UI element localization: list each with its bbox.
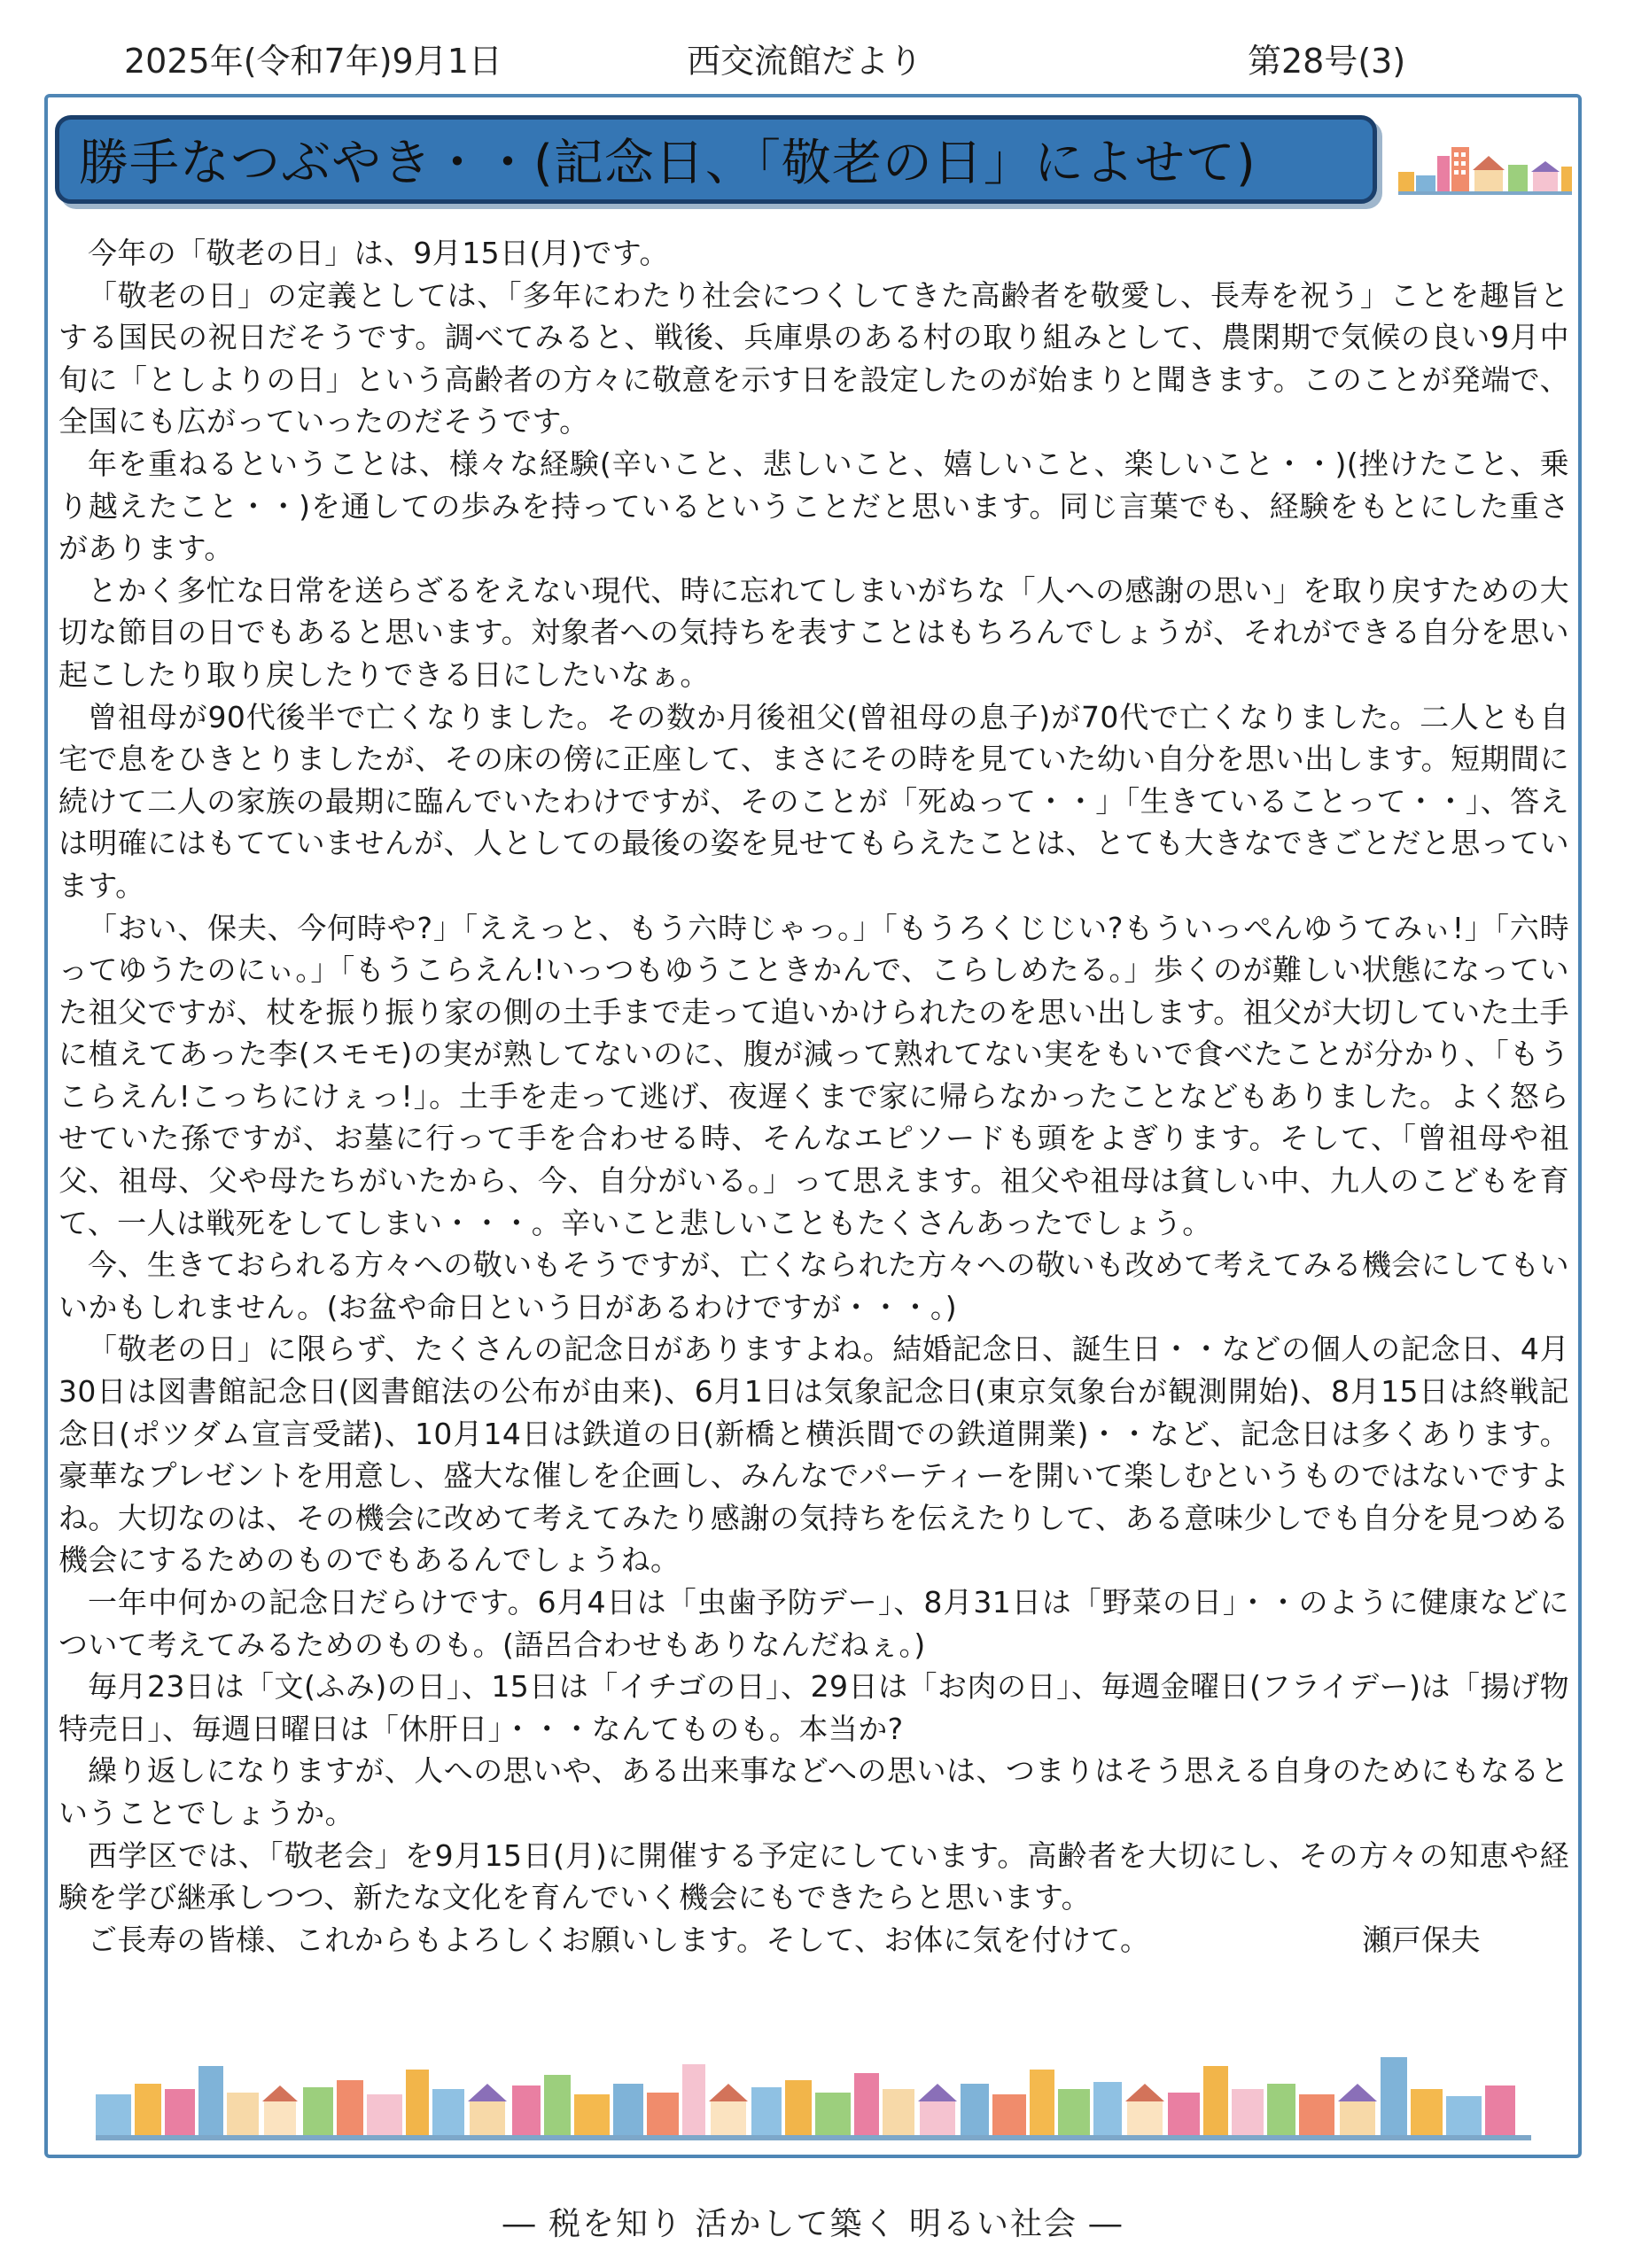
article-title: 勝手なつぶやき・・(記念日、「敬老の日」によせて) — [79, 135, 1256, 192]
paragraph: 今年の「敬老の日」は、9月15日(月)です。 — [88, 236, 669, 270]
paragraph: 毎月23日は「文(ふみ)の日」、15日は「イチゴの日」、29日は「お肉の日」、毎週金曜日(フライデー)は「揚げ物特売日」、毎週日曜日は「休肝日」・・・なんてものも。本当か? — [58, 1669, 1569, 1746]
page-header — [0, 34, 1626, 87]
issue-date: 2025年(令和7年)9月1日 — [124, 42, 502, 81]
paragraph: 曾祖母が90代後半で亡くなりました。その数か月後祖父(曾祖母の息子)が70代で亡くなりました。二人とも自宅で息をひきとりましたが、その床の傍に正座して、まさにその時を見ていた幼い自分を思い出します。短期間に続けて二人の家族の最期に臨んでいたわけですが、そのことが「死ぬって・・」「生きていることって・・」、答えは明確にはもてていませんが、人としての最後の姿を見せてもらえたことは、とても大きなできごとだと思っています。 — [58, 699, 1569, 903]
slogan: ― 税を知り 活かして築く 明るい社会 ― — [502, 2206, 1124, 2242]
author-name: 瀬戸保夫 — [1362, 1922, 1481, 1957]
paragraph: 「おい、保夫、今何時や?」「ええっと、もう六時じゃっ。」「もうろくじじい?もういっぺんゆうてみぃ!」「六時ってゆうたのにぃ。」「もうこらえん!いっつもゆうこときかんで、こらしめたる。」歩くのが難しい状態になっていた祖父ですが、杖を振り振り家の側の土手まで走って追いかけられたのを思い出します。祖父が大切していた土手に植えてあった李(スモモ)の実が熟してないのに、腹が減って熟れてない実をもいで食べたことが分かり、「もうこらえん!こっちにけぇっ!」。土手を走って逃げ、夜遅くまで家に帰らなかったことなどもありました。よく怒らせていた孫ですが、お墓に行って手を合わせる時、そんなエピソードも頭をよぎります。そして、「曾祖母や祖父、祖母、父や母たちがいたから、今、自分がいる。」って思えます。祖父や祖母は貧しい中、九人のこどもを育て、一人は戦死をしてしまい・・・。辛いこと悲しいこともたくさんあったでしょう。 — [58, 910, 1570, 1240]
paragraph: 今、生きておられる方々への敬いもそうですが、亡くなられた方々への敬いも改めて考えてみる機会にしてもいいかもしれません。(お盆や命日という日があるわけですが・・・。) — [58, 1247, 1569, 1324]
town-illustration-small-icon — [1398, 120, 1572, 200]
closing-line — [58, 1919, 1569, 1961]
publication-name: 西交流館だより — [687, 42, 923, 81]
paragraph: 繰り返しになりますが、人への思いや、ある出来事などへの思いは、つまりはそう思える自身のためにもなるということでしょうか。 — [58, 1753, 1569, 1830]
town-illustration-footer-icon — [96, 2031, 1531, 2144]
paragraph: とかく多忙な日常を送らざるをえない現代、時に忘れてしまいがちな「人への感謝の思い」を取り戻すための大切な節目の日でもあると思います。対象者への気持ちを表すことはもちろんでしょうが、それができる自分を思い起こしたり取り戻したりできる日にしたいなぁ。 — [58, 572, 1569, 692]
article-body — [58, 232, 1569, 1961]
paragraph: 年を重ねるということは、様々な経験(辛いこと、悲しいこと、嬉しいこと、楽しいこと・・)(挫けたこと、乗り越えたこと・・)を通しての歩みを持っているということだと思います。同じ言葉でも、経験をもとにした重さがあります。 — [58, 446, 1569, 566]
paragraph: 「敬老の日」に限らず、たくさんの記念日がありますよね。結婚記念日、誕生日・・などの個人の記念日、4月30日は図書館記念日(図書館法の公布が由来)、6月1日は気象記念日(東京気象台が観測開始)、8月15日は終戦記念日(ポツダム宣言受諾)、10月14日は鉄道の日(新橋と横浜間での鉄道開業)・・など、記念日は多くあります。豪華なプレゼントを用意し、盛大な催しを企画し、みんなでパーティーを開いて楽しむというものではないですよね。大切なのは、その機会に改めて考えてみたり感謝の気持ちを伝えたりして、ある意味少しでも自分を見つめる機会にするためのものでもあるんでしょうね。 — [58, 1332, 1569, 1578]
paragraph: 西学区では、「敬老会」を9月15日(月)に開催する予定にしています。高齢者を大切にし、その方々の知恵や経験を学び継承しつつ、新たな文化を育んでいく機会にもできたらと思います。 — [58, 1837, 1569, 1915]
paragraph: 「敬老の日」の定義としては、「多年にわたり社会につくしてきた高齢者を敬愛し、長寿を祝う」ことを趣旨とする国民の祝日だそうです。調べてみると、戦後、兵庫県のある村の取り組みとして、農閑期で気候の良い9月中旬に「としよりの日」という高齢者の方々に敬意を示す日を設定したのが始まりと聞きます。このことが発端で、全国にも広がっていったのだそうです。 — [58, 277, 1569, 439]
title-banner — [55, 115, 1377, 204]
paragraph: 一年中何かの記念日だらけです。6月4日は「虫歯予防デー」、8月31日は「野菜の日」・・のように健康などについて考えてみるためのものも。(語呂合わせもありなんだねぇ。) — [58, 1585, 1569, 1662]
closing-text: ご長寿の皆様、これからもよろしくお願いします。そして、お体に気を付けて。 — [88, 1922, 1150, 1957]
issue-number: 第28号(3) — [1248, 42, 1406, 81]
